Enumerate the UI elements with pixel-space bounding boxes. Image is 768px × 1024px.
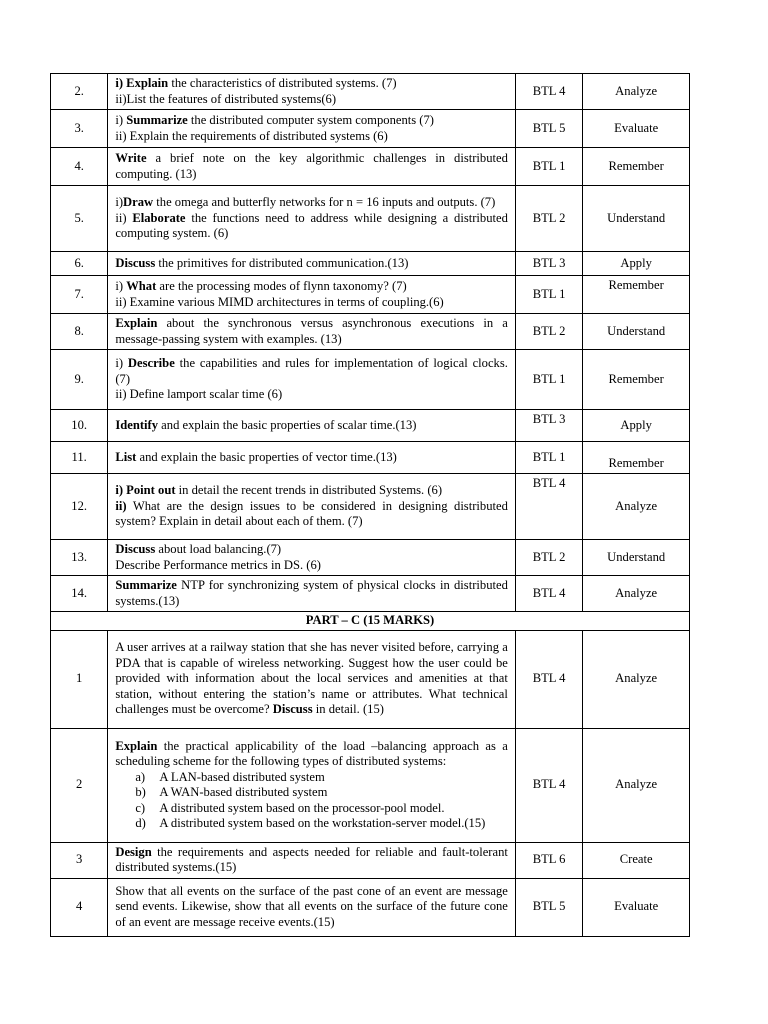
- question-keyword: What: [126, 279, 157, 293]
- question-line: [115, 483, 508, 499]
- question-body: the primitives for distributed communication.(13): [155, 255, 409, 270]
- btl-level: BTL 3: [515, 410, 582, 442]
- cognitive-level: Remember: [583, 276, 690, 314]
- question-text: [108, 540, 516, 576]
- cognitive-level: Understand: [583, 186, 690, 252]
- table-row: [51, 442, 690, 474]
- question-body: the characteristics of distributed systems. (7): [168, 76, 397, 90]
- table-row: [51, 276, 690, 314]
- question-line: [115, 151, 508, 182]
- question-line: [115, 558, 508, 574]
- question-body: the functions need to address while designing a distributed computing system. (6): [115, 210, 508, 241]
- sub-question-marker: b): [135, 785, 146, 799]
- question-line: [115, 387, 508, 403]
- table-row: [51, 630, 690, 728]
- question-body: in detail the recent trends in distributed Systems. (6): [175, 483, 443, 498]
- question-line: [115, 450, 508, 466]
- question-line: [115, 211, 508, 242]
- question-text: [108, 252, 516, 276]
- btl-level: BTL 2: [515, 186, 582, 252]
- question-number: 7.: [51, 276, 108, 314]
- table-row: [51, 350, 690, 410]
- cognitive-level: Remember: [583, 442, 690, 474]
- sub-question-list: [115, 770, 508, 832]
- question-prefix: i): [115, 279, 127, 293]
- question-number: 12.: [51, 474, 108, 540]
- question-line: [115, 418, 508, 434]
- question-number: 3.: [51, 110, 108, 148]
- question-keyword: Summarize: [115, 578, 177, 592]
- sub-question-item: [135, 816, 508, 832]
- question-line: [115, 640, 508, 718]
- btl-level: BTL 2: [515, 314, 582, 350]
- question-body: What are the design issues to be considered in designing distributed system? Explain in detail about each of them. (7): [115, 498, 508, 529]
- cognitive-level: Apply: [583, 410, 690, 442]
- question-line: [115, 356, 508, 387]
- btl-level: BTL 4: [515, 576, 582, 612]
- question-body: the distributed computer system components (7): [187, 113, 434, 127]
- question-table: [50, 73, 690, 937]
- cognitive-level: Analyze: [583, 474, 690, 540]
- question-number: 9.: [51, 350, 108, 410]
- question-text: [108, 148, 516, 186]
- question-body: in detail. (15): [312, 702, 384, 717]
- table-row: [51, 540, 690, 576]
- question-body: a brief note on the key algorithmic challenges in distributed computing. (13): [115, 151, 508, 181]
- sub-question-item: [135, 800, 508, 817]
- btl-level: BTL 5: [515, 878, 582, 936]
- table-row: [51, 252, 690, 276]
- question-text: [108, 630, 516, 728]
- question-text: [108, 74, 516, 110]
- question-line: [115, 129, 508, 145]
- question-body: the capabilities and rules for implementation of logical clocks. (7): [115, 356, 508, 386]
- question-line: [115, 195, 508, 211]
- question-line: [115, 256, 508, 272]
- question-body: NTP for synchronizing system of physical clocks in distributed systems.(13): [115, 578, 508, 608]
- sub-question-marker: c): [135, 800, 146, 815]
- question-number: 14.: [51, 576, 108, 612]
- part-c-header: PART – C (15 MARKS): [51, 612, 690, 631]
- question-keyword: Write: [115, 151, 147, 165]
- question-keyword: Explain: [115, 316, 158, 330]
- cognitive-level: Analyze: [583, 728, 690, 842]
- question-body: ii) Explain the requirements of distributed systems (6): [115, 128, 388, 143]
- question-number: 8.: [51, 314, 108, 350]
- question-line: [115, 279, 508, 295]
- question-body: and explain the basic properties of scalar time.(13): [158, 417, 417, 432]
- question-number: 3: [51, 842, 108, 878]
- question-keyword: Identify: [115, 417, 159, 432]
- question-text: [108, 474, 516, 540]
- question-keyword: Discuss: [115, 542, 156, 556]
- question-text: [108, 186, 516, 252]
- cognitive-level: Remember: [583, 148, 690, 186]
- question-body: Show that all events on the surface of the past cone of an event are message send events. Likewise, show that all events on the surface of the future cone of an event are message receive events.(15): [115, 883, 508, 929]
- question-body: ii)List the features of distributed systems(6): [115, 91, 337, 106]
- question-body: are the processing modes of flynn taxonomy? (7): [156, 279, 407, 293]
- question-prefix: i): [115, 356, 128, 371]
- question-number: 5.: [51, 186, 108, 252]
- sub-question-marker: d): [135, 816, 146, 830]
- question-number: 10.: [51, 410, 108, 442]
- question-number: 4: [51, 878, 108, 936]
- part-c-header-row: [51, 612, 690, 631]
- question-body: the omega and butterfly networks for n = 16 inputs and outputs. (7): [153, 195, 496, 210]
- cognitive-level: Analyze: [583, 74, 690, 110]
- question-text: [108, 576, 516, 612]
- question-body: ii) Examine various MIMD architectures in terms of coupling.(6): [115, 294, 444, 309]
- question-keyword: Discuss: [115, 255, 156, 270]
- question-line: [115, 884, 508, 931]
- question-body: A user arrives at a railway station that she has never visited before, carrying a PDA that is capable of wireless networking. Suggest how the user could be provided with information about the local services and amenities at that station, without entering the station’s name or attributes. What technical challenges must be overcome?: [115, 640, 508, 717]
- cognitive-level: Evaluate: [583, 110, 690, 148]
- question-keyword: i) Point out: [115, 483, 176, 498]
- btl-level: BTL 3: [515, 252, 582, 276]
- sub-question-item: [135, 785, 508, 801]
- cognitive-level: Analyze: [583, 630, 690, 728]
- question-text: [108, 276, 516, 314]
- table-row: [51, 576, 690, 612]
- question-keyword: Describe: [127, 356, 175, 371]
- question-prefix: i): [115, 113, 127, 127]
- question-prefix: ii): [115, 210, 133, 225]
- cognitive-level: Create: [583, 842, 690, 878]
- question-line: [115, 578, 508, 609]
- btl-level: BTL 4: [515, 74, 582, 110]
- question-keyword: ii): [115, 498, 127, 513]
- btl-level: BTL 1: [515, 148, 582, 186]
- table-row: [51, 186, 690, 252]
- sub-question-text: A LAN-based distributed system: [159, 769, 325, 784]
- question-text: [108, 842, 516, 878]
- question-line: [115, 76, 508, 92]
- question-body: ii) Define lamport scalar time (6): [115, 387, 283, 402]
- btl-level: BTL 1: [515, 350, 582, 410]
- table-row: [51, 314, 690, 350]
- btl-level: BTL 4: [515, 474, 582, 540]
- sub-question-text: A distributed system based on the processor-pool model.: [159, 800, 445, 815]
- question-body: Describe Performance metrics in DS. (6): [115, 557, 321, 572]
- cognitive-level: Apply: [583, 252, 690, 276]
- cognitive-level: Analyze: [583, 576, 690, 612]
- btl-level: BTL 1: [515, 276, 582, 314]
- cognitive-level: Understand: [583, 540, 690, 576]
- question-text: [108, 442, 516, 474]
- question-number: 4.: [51, 148, 108, 186]
- question-line: [115, 499, 508, 530]
- question-body: and explain the basic properties of vector time.(13): [136, 449, 397, 464]
- question-keyword: Explain: [115, 738, 158, 753]
- table-row: [51, 148, 690, 186]
- question-text: [108, 410, 516, 442]
- question-keyword: i) Explain: [115, 76, 169, 90]
- question-number: 6.: [51, 252, 108, 276]
- btl-level: BTL 4: [515, 630, 582, 728]
- question-line: [115, 845, 508, 876]
- table-row: [51, 878, 690, 936]
- cognitive-level: Evaluate: [583, 878, 690, 936]
- question-number: 2: [51, 728, 108, 842]
- table-row: [51, 410, 690, 442]
- question-line: [115, 316, 508, 347]
- question-line: [115, 542, 508, 558]
- question-line: [115, 113, 508, 129]
- question-text: [108, 878, 516, 936]
- cognitive-level: Understand: [583, 314, 690, 350]
- question-text: [108, 728, 516, 842]
- table-row: [51, 74, 690, 110]
- question-body: the practical applicability of the load –balancing approach as a scheduling scheme for the following types of distributed systems:: [115, 738, 508, 768]
- table-row: [51, 474, 690, 540]
- question-line: [115, 295, 508, 311]
- btl-level: BTL 4: [515, 728, 582, 842]
- table-row: [51, 728, 690, 842]
- table-row: [51, 110, 690, 148]
- question-number: 2.: [51, 74, 108, 110]
- btl-level: BTL 1: [515, 442, 582, 474]
- question-body: about load balancing.(7): [155, 542, 282, 556]
- question-keyword: Draw: [123, 195, 154, 210]
- question-line: [115, 739, 508, 770]
- sub-question-text: A WAN-based distributed system: [159, 785, 328, 799]
- btl-level: BTL 5: [515, 110, 582, 148]
- table-row: [51, 842, 690, 878]
- question-keyword: Design: [115, 844, 152, 859]
- cognitive-level: Remember: [583, 350, 690, 410]
- question-body: the requirements and aspects needed for reliable and fault-tolerant distributed systems.(15): [115, 844, 508, 874]
- btl-level: BTL 6: [515, 842, 582, 878]
- question-text: [108, 314, 516, 350]
- sub-question-text: A distributed system based on the workstation-server model.(15): [159, 816, 486, 830]
- question-keyword: List: [115, 449, 137, 464]
- question-keyword: Summarize: [126, 113, 188, 127]
- question-text: [108, 350, 516, 410]
- btl-level: BTL 2: [515, 540, 582, 576]
- question-keyword: Elaborate: [132, 210, 186, 225]
- question-number: 11.: [51, 442, 108, 474]
- question-keyword: Discuss: [272, 702, 313, 717]
- question-number: 13.: [51, 540, 108, 576]
- question-table-body: [51, 74, 690, 937]
- question-text: [108, 110, 516, 148]
- sub-question-item: [135, 769, 508, 786]
- question-number: 1: [51, 630, 108, 728]
- question-body: about the synchronous versus asynchronous executions in a message-passing system with examples. (13): [115, 316, 508, 346]
- question-line: [115, 92, 508, 108]
- question-prefix: i): [115, 195, 124, 210]
- sub-question-marker: a): [135, 769, 146, 784]
